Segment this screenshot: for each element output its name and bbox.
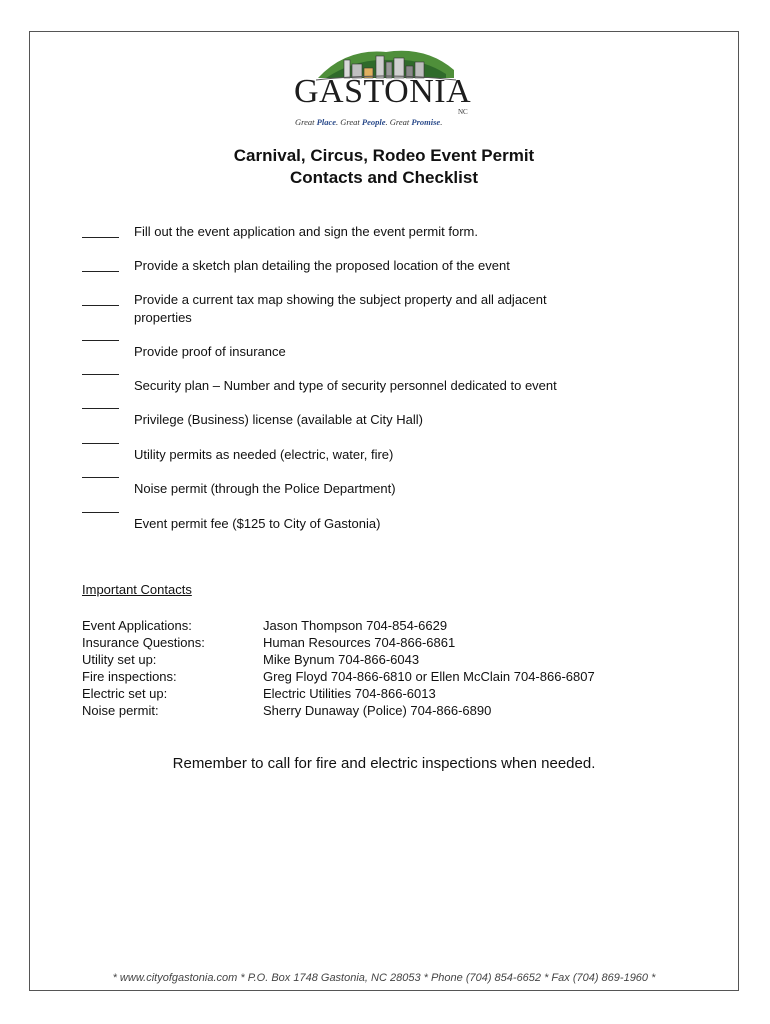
checkbox-blank[interactable] — [82, 512, 119, 513]
gastonia-logo — [288, 44, 488, 129]
checkbox-blank[interactable] — [82, 477, 119, 478]
logo-tagline — [295, 117, 442, 127]
tagline-part: Place — [316, 117, 336, 127]
tagline-part: Promise — [411, 117, 441, 127]
contact-person: Greg Floyd 704-866-6810 or Ellen McClain 704-866-6807 — [263, 669, 595, 684]
checklist-item-text: Provide proof of insurance — [134, 344, 286, 359]
logo-state: NC — [458, 108, 468, 116]
contact-row — [82, 685, 702, 702]
contact-role: Event Applications: — [82, 618, 192, 633]
inspection-reminder: Remember to call for fire and electric inspections when needed. — [172, 755, 596, 772]
contact-person: Jason Thompson 704-854-6629 — [263, 618, 448, 633]
contact-role: Electric set up: — [82, 686, 168, 701]
checkbox-blank[interactable] — [82, 443, 119, 444]
contact-row — [82, 668, 702, 685]
logo-wordmark: GASTONIA — [294, 73, 472, 110]
checklist-item-text: Fill out the event application and sign the event permit form. — [134, 224, 478, 239]
checklist-item-text: Utility permits as needed (electric, water, fire) — [134, 447, 394, 462]
tagline-part: . Great — [385, 117, 412, 127]
footer-contact-info: * www.cityofgastonia.com * P.O. Box 1748 Gastonia, NC 28053 * Phone (704) 854-6652 * Fax (704) 869-1960 * — [112, 972, 656, 984]
checkbox-blank[interactable] — [82, 305, 119, 306]
tagline-part: People — [361, 117, 386, 127]
checklist-item-text: Event permit fee ($125 to City of Gastonia) — [134, 516, 381, 531]
checklist-item-text: Provide a current tax map showing the subject property and all adjacent properties — [134, 292, 547, 325]
tagline-part: . Great — [336, 117, 362, 127]
contact-person: Electric Utilities 704-866-6013 — [263, 686, 436, 701]
checkbox-blank[interactable] — [82, 408, 119, 409]
contact-person: Sherry Dunaway (Police) 704-866-6890 — [263, 703, 492, 718]
checklist-item-text: Privilege (Business) license (available at City Hall) — [134, 412, 423, 427]
contact-role: Insurance Questions: — [82, 635, 205, 650]
checkbox-blank[interactable] — [82, 237, 119, 238]
tagline-part: . — [440, 117, 443, 127]
contact-row — [82, 617, 702, 634]
document-page — [29, 31, 739, 991]
contact-role: Noise permit: — [82, 703, 159, 718]
checklist-item-text: Security plan – Number and type of security personnel dedicated to event — [134, 378, 557, 393]
contact-row — [82, 702, 702, 719]
tagline-part: Great — [295, 117, 317, 127]
checklist-item-text: Provide a sketch plan detailing the proposed location of the event — [134, 258, 510, 273]
checkbox-blank[interactable] — [82, 271, 119, 272]
contact-row — [82, 634, 702, 651]
checklist-item-text: Noise permit (through the Police Department) — [134, 481, 396, 496]
contacts-heading: Important Contacts — [82, 582, 192, 597]
contact-role: Utility set up: — [82, 652, 157, 667]
contacts-table — [82, 617, 702, 719]
checkbox-blank[interactable] — [82, 340, 119, 341]
contact-role: Fire inspections: — [82, 669, 177, 684]
contact-person: Mike Bynum 704-866-6043 — [263, 652, 420, 667]
contact-row — [82, 651, 702, 668]
contact-person: Human Resources 704-866-6861 — [263, 635, 456, 650]
checkbox-blank[interactable] — [82, 374, 119, 375]
document-subtitle: Contacts and Checklist — [290, 168, 478, 187]
document-title: Carnival, Circus, Rodeo Event Permit — [233, 146, 535, 165]
